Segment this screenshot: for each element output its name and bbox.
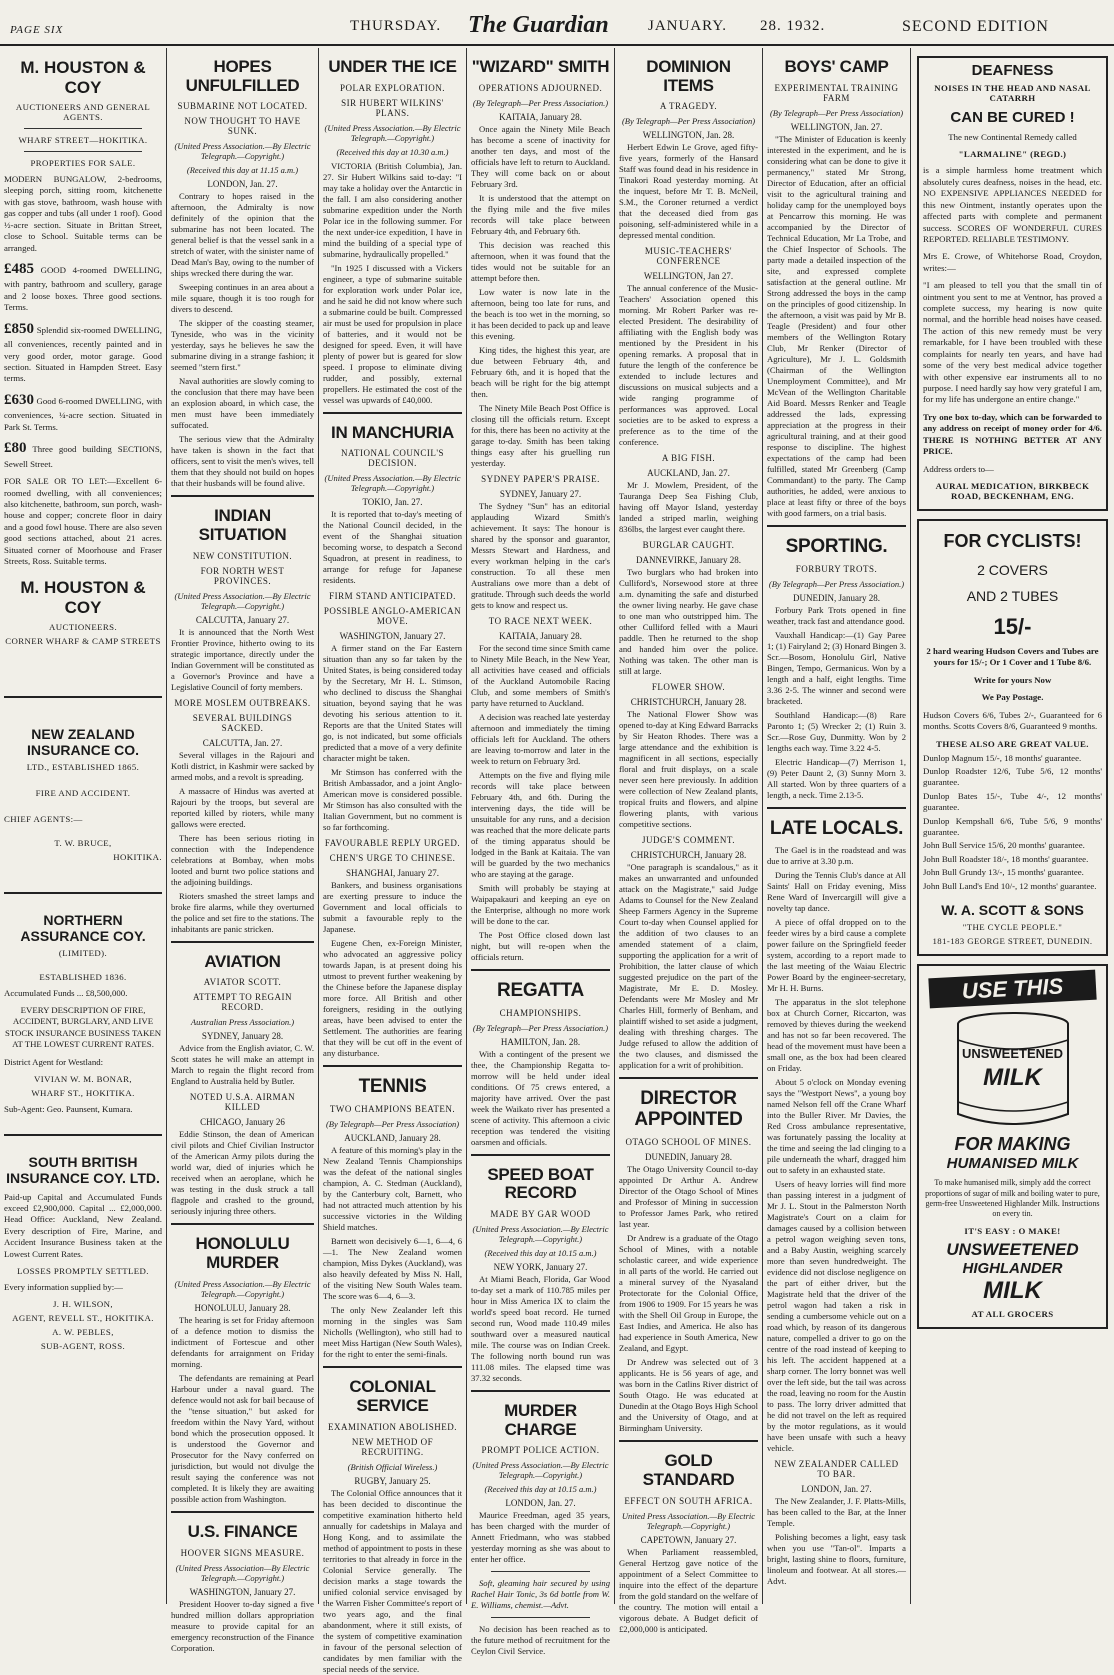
ad-line: VIVIAN W. M. BONAR, [33, 1074, 133, 1085]
article-subhead: SYDNEY PAPER'S PRAISE. [481, 473, 600, 484]
ad-listing: MODERN BUNGALOW, 2-bedrooms, sleeping porch, sitting room, kitchenette with gas stove, bathroom, wash house with gas copper and tubs (all under 1 roof). Good ½-acre section. Situate in Brittan Street, close to School. Suitable terms can be arranged. [4, 174, 162, 253]
article-paragraph: VICTORIA (British Columbia), Jan. 27. Sir Hubert Wilkins said to-day: "I may take a holiday over the Antarctic in the fall. I am also considering another submarine expedition under the North Polar ice in the following summer. For the next under-ice expedition, I have in mind the building of a special type of submarine, hydraulically propelled." [323, 160, 462, 259]
divider [171, 495, 314, 497]
ad-line: J. H. WILSON, [52, 1299, 114, 1310]
ad-line: CHIEF AGENTS:— [4, 813, 83, 824]
dateline: NEW YORK, January 27. [493, 1261, 588, 1272]
divider [323, 412, 462, 414]
dateline: TOKIO, Jan. 27. [362, 497, 423, 508]
article-subhead: EXAMINATION ABOLISHED. [328, 1421, 457, 1432]
wire-credit: (United Press Association.—By Electric Telegraph.—Copyright.) [174, 590, 311, 611]
article-paragraph: Barnett won decisively 6—1, 6—4, 6—1. The New Zealand women champion, Miss Dykes (Auckland), was also heavily defeated by Miss N. Hall, of the visiting New South Wales team. The score was 6—4, 6—3. [323, 1236, 462, 1302]
ad-text: Sub-Agent: Geo. Paunsent, Kumara. [4, 1104, 133, 1115]
wire-credit: United Press Association.—By Electric Telegraph.—Copyright.) [621, 1510, 756, 1531]
dateline: CHICAGO, January 26 [200, 1117, 285, 1128]
ad-headline: FOR MAKING [954, 1134, 1071, 1155]
dateline: AUCKLAND, Jan. 27. [647, 468, 730, 479]
ad-text: Mrs E. Crowe, of Whitehorse Road, Croydon, writes:— [923, 251, 1102, 273]
ad-text: is a simple harmless home treatment which absolutely cures deafness, noises in the head, etc. NO EXPENSIVE APPLIANCES NEEDED for this new Ointment, instantly operates upon the affected parts with complete and permanent success. SCORES OF WONDERFUL CURES REPORTED. RELIABLE TESTIMONY. [923, 165, 1102, 244]
article-paragraph: "The Minister of Education is keenly interested in the experiment, and he is considering what can be done to give it permanency," stated Mr Strong, Director of Education, after an official visit to the agricultural training and holiday camp for the unemployed boys at Pencarrow this morning. He was accompanied by the Director of Technical Education, Mr La Trobe, and the Chief Inspector of Schools. The party made a detailed inspection of the site, and expressed complete satisfaction at the general outline. Mr Strong addressed the boys in the camp on the principles of good citizenship. In the afternoon, a visit was paid by Mr B. Teagle (President) and four other members of the Wellington Rotary Club, Mr Renker (Director of Agriculture), Mr J. L. Goldsmith (Chairman of the Wellington Unemployment Committee), and Mr McVean of the Wellington Charitable Aid Board. Messrs Renker and Teagle addressed the lads, expressing appreciation at the progress in their agricultural training, and at their good response to discipline. The highest expectations of the camp had been fulfilled, stated Mr Greenberg (Camp Commandant) to the party. The Camp authorities, he added, were anxious to place at least fifty or three of the boys with good farmers, on a trial basis. [767, 133, 906, 518]
ad-line: LTD., ESTABLISHED 1865. [26, 761, 140, 772]
article-paragraph: A decision was reached late yesterday afternoon and immediately the timing officials left for Auckland. The others are leaving to-morrow and later in the week to return on February 3rd. [471, 711, 610, 766]
article-paragraph: A feature of this morning's play in the New Zealand Tennis Championships was the defeat of the national singles champion, A. C. Stedman (Auckland), by the Canterbury colt, Barnett, who had not attracted much attention by his successive victories in the Wilding Shield matches. [323, 1145, 462, 1233]
ad-text: Splendid six-roomed DWELLING, all conveniences, recently painted and in very good order, motor garage. Good section. Situated in Hampden Street. Easy terms. [4, 324, 163, 384]
page-number: PAGE SIX [10, 24, 64, 36]
article-subhead: POSSIBLE ANGLO-AMERICAN MOVE. [323, 606, 462, 627]
article-subhead: SUBMARINE NOT LOCATED. [177, 101, 308, 112]
article-subhead: MORE MOSLEM OUTBREAKS. [174, 697, 311, 708]
article-subhead: POLAR EXPLORATION. [339, 82, 445, 93]
article-subhead: MADE BY GAR WOOD [490, 1208, 591, 1219]
divider [4, 696, 162, 698]
ad-text: We Pay Postage. [981, 692, 1044, 703]
article-headline: COLONIAL SERVICE [349, 1377, 436, 1415]
column-7-advertisements [911, 48, 1114, 1604]
ad-text: EVERY DESCRIPTION OF FIRE, ACCIDENT, BURGLARY, AND LIVE STOCK INSURANCE BUSINESS TAKEN AT THE LOWEST CURRENT RATES. [4, 1004, 162, 1050]
article-paragraph: Maurice Freedman, aged 35 years, has been charged with the murder of Annett Friedmann, who was stabbed yesterday morning as she was about to enter her office. [471, 1510, 610, 1565]
ad-line: T. W. BRUCE, [54, 837, 112, 848]
brand-name: MILK [983, 1276, 1042, 1304]
wire-credit: (By Telegraph—Per Press Association) [325, 1119, 460, 1130]
article-paragraph: Naval authorities are slowly coming to the conclusion that there may have been an explosion aboard, in which case, the men must have been immediately suffocated. [171, 376, 314, 431]
ad-headline: HUMANISED MILK [946, 1155, 1079, 1173]
dateline: WELLINGTON, Jan. 28. [642, 130, 735, 141]
article-paragraph: Dr Andrew was selected out of 3 applicants. He is 56 years of age, and was born in the Catlins River district of South Otago. He was educated at Dunedin at the Otago Boys High School and the University of Otago, and at Birmingham University. [619, 1357, 758, 1434]
wire-credit: (By Telegraph—Per Press Association.) [768, 578, 905, 589]
deafness-advertisement [917, 56, 1108, 511]
ad-insurer-name: NORTHERN ASSURANCE COY. [20, 911, 146, 944]
divider [171, 941, 314, 943]
article-paragraph: Bankers, and business organisations are exerting pressure to induce the Government and local officials to submit a favourable reply to the Japanese. [323, 880, 462, 935]
article-paragraph: Eugene Chen, ex-Foreign Minister, who advocated an aggressive policy towards Japan, is at present doing his utmost to prevent further weakening by the Chinese before the Japanese display more force. All British and other foreigners, residing in the outlying areas, have been advised to enter the Settlement. The authorities are fearing that they will be cut off in the event of any disturbance. [323, 938, 462, 1059]
article-headline: GOLD STANDARD [642, 1451, 735, 1489]
article-paragraph: It is reported that to-day's meeting of the National Council decided, in the event of the Shanghai situation becoming worse, to despatch a Second Squadron, at present in readiness, to arrange for refuge for Japanese residents. [323, 509, 462, 586]
ad-text: District Agent for Westland: [4, 1056, 104, 1067]
ad-line: (LIMITED). [58, 947, 108, 958]
divider [491, 1571, 590, 1572]
article-subhead: BURGLAR CAUGHT. [642, 540, 735, 551]
article-paragraph: Sweeping continues in an area about a mile square, though it is too rough for divers to descend. [171, 282, 314, 315]
article-headline: INDIAN SITUATION [198, 506, 287, 545]
wire-credit: (By Telegraph—Per Press Association.) [472, 97, 609, 108]
article-subhead: JUDGE'S COMMENT. [642, 835, 735, 846]
ad-text: Write for yours Now [973, 674, 1052, 685]
article-subhead: NOTED U.S.A. AIRMAN KILLED [189, 1092, 296, 1113]
article-paragraph: "In 1925 I discussed with a Vickers engineer, a type of submarine suitable for exploration work under Polar ice, and he said he did not know where such a submarine could be built. Compressed air must be used for propulsion in place of batteries, and it would not be designed for speed. Even, it will have plenty of power but is geared for slow speed. I propose to eliminate diving rudder, and possibly, external propellers. He estimated the cost of the vessel was upwards of £40,000. [323, 262, 462, 405]
dateline: LONDON, Jan. 27. [801, 1484, 872, 1495]
ad-address: WHARF STREET—HOKITIKA. [18, 135, 148, 145]
article-subhead: TO RACE NEXT WEEK. [488, 615, 593, 626]
article-paragraph: Herbert Edwin Le Grove, aged fifty-five years, formerly of the Hansard Staff was found dead in his residence in Tinakori Road yesterday morning. At the inquest, before Mr T. B. McNeil, S.M., the Coroner returned a verdict that the deceased died from gas poisoning, self-administered while in a depressed mental condition. [619, 142, 758, 241]
ad-line: A. W. PEBLES, [52, 1327, 114, 1338]
article-subhead: NEW METHOD OF RECRUITING. [351, 1436, 434, 1457]
article-paragraph: Polishing becomes a light, easy task when you use "Tan-ol". Imparts a bright, lasting shine to floors, furniture, linoleum and footwear. At all stores.—Advt. [767, 1532, 906, 1587]
wire-credit: Australian Press Association.) [190, 1017, 295, 1028]
ad-text: Every information supplied by:— [4, 1282, 123, 1293]
ad-insurer-name: SOUTH BRITISH INSURANCE COY. LTD. [6, 1153, 160, 1186]
article-headline: MURDER CHARGE [504, 1400, 577, 1439]
ad-address: CORNER WHARF & CAMP STREETS [5, 635, 161, 646]
dateline: CAPETOWN, January 27. [640, 1534, 737, 1545]
brand-name: HIGHLANDER [962, 1259, 1063, 1277]
dateline: CHRISTCHURCH, January 28. [630, 697, 747, 708]
ad-price: 15/- [993, 613, 1032, 639]
article-paragraph: This decision was reached this afternoon, when it was found that the tides would not be suitable for an attempt before then. [471, 239, 610, 283]
article-paragraph: The National Flower Show was opened to-day at King Edward Barracks by Sir Heaton Rhodes. There was a large attendance and the exhibition is magnificent in all sections, especially floral and fruit displays, on a scale never seen here previously. In addition were collection of New Zealand plants, tropical fruits and flowers, and alpine flowering plants, with various competitive sections. [619, 709, 758, 830]
article-subhead: PROMPT POLICE ACTION. [481, 1445, 600, 1456]
dateline: WASHINGTON, January 27. [339, 631, 446, 642]
divider [24, 151, 142, 152]
ad-text: To make humanised milk, simply add the correct proportions of sugar of milk and boiling water to pure, germ-free Unsweetened Highlander Milk. Instructions on every tin. [925, 1178, 1100, 1219]
article-subhead: SEVERAL BUILDINGS SACKED. [192, 712, 293, 733]
dateline: SHANGHAI, January 27. [346, 868, 439, 879]
wire-credit: (United Press Association.—By Electric Telegraph.—Copyright.) [174, 141, 311, 162]
ad-headline: DEAFNESS [971, 62, 1054, 79]
article-paragraph: The Gael is in the roadstead and was due to arrive at 3.30 p.m. [767, 845, 906, 867]
dateline: DUNEDIN, January 28. [793, 592, 880, 603]
ad-line: AURAL MEDICATION, BIRKBECK ROAD, BECKENHAM, ENG. [935, 480, 1090, 501]
article-headline: BOYS' CAMP [784, 57, 889, 76]
article-headline: UNDER THE ICE [328, 57, 457, 76]
ad-line: "THE CYCLE PEOPLE." [962, 922, 1063, 933]
divider [471, 1154, 610, 1156]
article-headline: IN MANCHURIA [331, 422, 454, 442]
ad-text: "I am pleased to tell you that the small tin of ointment you sent to me at Ventnor, has proved a complete success, my hearing is now quite normal, and the horrible head noises have ceased. The action of this new remedy must be very remarkable, for I have been troubled with these complaints for nearly ten years, and have had some of the very best medical advice together with other expensive ear instruments all to no purpose. I need hardly say how very grateful I am, for my life has undergone an entire change." [923, 280, 1102, 405]
dateline: WELLINGTON, Jan. 27. [790, 121, 883, 132]
price-list-item: Dunlop Kempshall 6/6, Tube 5/6, 9 months' guarantee. [923, 815, 1102, 838]
ad-text: The new Continental Remedy called [948, 132, 1077, 142]
article-paragraph: Dr Andrew is a graduate of the Otago School of Mines, with a notable scholastic career, and wide experience in all parts of the world. He carried out a mineral survey of the Nyasaland Protectorate for the Colonial Office, from 1906 to 1909. For 15 years he was with the Shell Oil Group in Europe, the East Indies, and America. He also has had experience in South America, New Zealand, and Egypt. [619, 1233, 758, 1354]
ad-text: Hudson Covers 6/6, Tubes 2/-, Guaranteed for 6 months. Scotts Covers 8/6, Guaranteed 9 months. [923, 709, 1102, 732]
article-subhead: OPERATIONS ADJOURNED. [478, 82, 603, 93]
article-subhead: CHAMPIONSHIPS. [499, 1007, 582, 1018]
article-paragraph: King tides, the highest this year, are due between February 4th, and February 6th, and it is hoped that the beach will be right for the big attempt then. [471, 344, 610, 399]
wire-credit: (United Press Association.—By Electric Telegraph.—Copyright.) [472, 1223, 609, 1244]
article-subhead: NEW ZEALANDER CALLED TO BAR. [774, 1459, 899, 1480]
article-subhead: SIR HUBERT WILKINS' PLANS. [341, 97, 444, 118]
column-2-news [167, 48, 318, 1653]
ad-line: SUB-AGENT, ROSS. [40, 1341, 126, 1352]
dateline: LONDON, Jan. 27. [505, 1498, 576, 1509]
article-subhead: FAVOURABLE REPLY URGED. [324, 838, 461, 849]
article-paragraph: "One paragraph is scandalous," as it makes an unwarranted and unfounded attack on the Magistrate," said Judge Adams to Counsel for the New Zealand Sheep Farmers Agency in the Supreme Court to-day when Counsel applied for the addition of two clauses to an amended statement of a claim, supporting the application for a writ of Prohibition, the latter clause of which suggested prejudice on the part of the Magistrate, Mr E. D. Mosley. Defendants were Mr Mosley and Mr Charles Hill, formerly of Benham, and plaintiff wished to set aside a judgment, dealing with threshing charges. The Judge refused to allow the addition of the two clauses, and dismissed the application for a writ of prohibition. [619, 862, 758, 1071]
ad-line: AT ALL GROCERS [971, 1308, 1054, 1319]
article-paragraph: It is understood that the attempt on the flying mile and the five miles records will take place between February 4th, and February 6th. [471, 192, 610, 236]
ad-listing [4, 260, 162, 314]
article-subhead: FOR NORTH WEST PROVINCES. [200, 565, 285, 586]
ad-price: £630 [4, 391, 34, 408]
divider [619, 1077, 758, 1079]
wire-credit: (United Press Association.—By Electric Telegraph.—Copyright.) [472, 1460, 609, 1481]
dateline: DUNEDIN, January 28. [645, 1152, 732, 1163]
divider [471, 969, 610, 971]
ad-line: AGENT, REVELL ST., HOKITIKA. [12, 1313, 154, 1324]
ad-line: "LARMALINE" (REGD.) [958, 149, 1067, 160]
divider [171, 1511, 314, 1513]
ad-line: NOISES IN THE HEAD AND NASAL CATARRH [934, 83, 1091, 103]
article-subhead: FIRM STAND ANTICIPATED. [329, 591, 456, 602]
wire-credit: (United Press Association.—By Electric Telegraph.—Copyright.) [324, 473, 461, 494]
article-paragraph: A massacre of Hindus was averted at Rajouri by the troops, but several are reported killed by rioters, while many gallows were erected. [171, 785, 314, 829]
divider [767, 525, 906, 527]
article-headline: REGATTA [497, 979, 584, 1001]
divider [767, 807, 906, 809]
article-paragraph: There has been serious rioting in connection with the Independence celebrations at Bombay, when mobs looted and burnt two police stations and the adjoining buildings. [171, 832, 314, 887]
divider [171, 1223, 314, 1225]
article-paragraph: Mr J. Mowlem, President, of the Tauranga Deep Sea Fishing Club, having off Mayor Island, yesterday landed a striped marlin, weighing 836lbs, the largest ever caught there. [619, 480, 758, 535]
dateline: WASHINGTON, January 27. [189, 1586, 296, 1597]
article-paragraph: The skipper of the coasting steamer, Tyneside, who was in the vicinity yesterday, says he believes he saw the submarine diving in a strange fashion; it seemed "stern first." [171, 318, 314, 373]
article-subhead: A BIG FISH. [661, 453, 716, 464]
article-headline: AVIATION [204, 951, 281, 971]
article-paragraph: A firmer stand on the Far Eastern situation than any so far taken by the United States, is being considered today by the Secretary, Mr H. L. Stimson, who declined to discuss the Shanghai situation, beyond saying that he was devoting his serious attention to it. Reports are that the United States will go, is not indicated, but some officials predicted that a move of a very definite character might be taken. [323, 643, 462, 764]
price-list-item: John Bull Roadster 18/-, 18 months' guarantee. [923, 853, 1089, 864]
tyre-price-list [923, 753, 1102, 893]
masthead-date: 28. 1932. [760, 18, 826, 34]
article-headline: LATE LOCALS. [769, 817, 904, 839]
article-paragraph: Rioters smashed the street lamps and broke fire alarms, while they overturned the police and set fire to the stations. The inhabitants are panic stricken. [171, 890, 314, 934]
article-paragraph: The Otago University Council to-day appointed Dr Arthur A. Andrew Director of the Otago School of Mines and Professor of Mining in succession to Professor James Park, who retired last year. [619, 1164, 758, 1230]
column-4-news [467, 48, 614, 1657]
dateline: CHRISTCHURCH, January 28. [630, 850, 747, 861]
dateline: CALCUTTA, Jan. 27. [202, 737, 283, 748]
article-subhead: NOW THOUGHT TO HAVE SUNK. [184, 116, 301, 137]
divider [4, 892, 162, 894]
article-subhead: NEW CONSTITUTION. [192, 550, 293, 561]
wire-credit: (United Press Association.—By Electric Telegraph.—Copyright.) [324, 122, 461, 143]
masthead-day: THURSDAY. [350, 18, 442, 34]
wire-credit: (By Telegraph—Per Press Association) [769, 107, 904, 118]
divider [4, 1134, 162, 1136]
ad-line: 181-183 GEORGE STREET, DUNEDIN. [932, 936, 1093, 947]
dateline: SYDNEY, January 28. [201, 1031, 284, 1042]
ad-text: Accumulated Funds ... £8,500,000. [4, 987, 128, 998]
article-headline: U.S. FINANCE [187, 1521, 298, 1541]
article-headline: DOMINION ITEMS [646, 57, 731, 95]
article-subhead: TWO CHAMPIONS BEATEN. [329, 1104, 456, 1115]
dateline: CALCUTTA, January 27. [195, 614, 290, 625]
article-headline: HONOLULU MURDER [195, 1234, 290, 1273]
divider [491, 1617, 590, 1618]
article-paragraph: President Hoover to-day signed a five hundred million dollars appropriation measure to provide capital for an emergency reconstruction of the Finance Corporation. [171, 1598, 314, 1653]
dateline: DANNEVIRKE, January 28. [636, 555, 741, 566]
article-headline: DIRECTOR APPOINTED [634, 1088, 743, 1131]
cyclists-advertisement [917, 519, 1108, 956]
price-list-item: John Bull Grundy 13/-, 15 months' guarantee. [923, 867, 1084, 878]
divider [471, 1390, 610, 1392]
article-paragraph: A piece of offal dropped on to the feeder wires by a bird cause a complete power failure on the Springfield feeder system, according to a report made to the last meeting of the Waiau Electric Power Board by the engineer-secretary, Mr H. H. Burns. [767, 917, 906, 994]
article-paragraph: The apparatus in the slot telephone box at Church Corner, Riccarton, was removed by thieves during the weekend and has not so far been recovered. The head of the movement must have been a small one, as the box had been cleared on Friday. [767, 997, 906, 1074]
article-paragraph: Several villages in the Rajouri and Kotli district, in Kashmir were sacked by armed mobs, and a revolt is spreading. [171, 749, 314, 782]
article-paragraph: The Post Office closed down last night, but will re-open when the officials return. [471, 929, 610, 962]
article-paragraph: Forbury Park Trots opened in fine weather, track fast and attendance good. [767, 604, 906, 626]
article-paragraph: It is announced that the North West Frontier Province, hitherto owing to its strategic importance, directly under the Indian Government will be constituted as a Governor's Province and have a Legislative Council of forty members. [171, 626, 314, 692]
article-paragraph: Attempts on the five and flying mile records will take place between February 4th, and 6th. During the intervening days, the tide will be unsuitable for any runs, and a decision was reached that the more delicate parts of the timing apparatus should be lodged in the Bank at Kaitaia. The van will be guarded by the two mechanics who are staying at the garage. [471, 769, 610, 879]
dateline: KAITAIA, January 28. [499, 111, 582, 122]
received-note: (Received this day at 11.15 a.m.) [186, 165, 299, 176]
edition-label: SECOND EDITION [902, 18, 1049, 35]
ad-banner: USE THIS [928, 970, 1096, 1009]
ad-headline: CAN BE CURED ! [950, 109, 1075, 126]
article-subhead: OTAGO SCHOOL OF MINES. [625, 1137, 752, 1148]
ad-listing [4, 439, 162, 470]
ad-line: THESE ALSO ARE GREAT VALUE. [936, 738, 1089, 749]
article-paragraph: During the Tennis Club's dance at All Saints' Hall on Friday evening, Miss Rene Ward of Invercargill will give a novelty tap dance. [767, 870, 906, 914]
milk-advertisement [917, 964, 1108, 1329]
newspaper-title: The Guardian [468, 12, 609, 38]
ad-heading: PROPERTIES FOR SALE. [30, 158, 136, 168]
article-paragraph: Electric Handicap—(7) Merrison 1, (9) Peter Daunt 2, (3) Sunny Morn 3. All started. Won by three quarters of a length, a neck. Time 2.13-5. [767, 756, 906, 800]
article-headline: SPEED BOAT RECORD [487, 1164, 594, 1203]
article-subhead: ATTEMPT TO REGAIN RECORD. [192, 992, 292, 1013]
dateline: HONOLULU, January 28. [194, 1302, 291, 1313]
article-paragraph: The only New Zealander left this morning in the singles was Sam Nicholls (Wellington), who still had to meet Miss Hartigan (New South Wales), for the right to enter the semi-finals. [323, 1305, 463, 1360]
article-headline: SPORTING. [785, 535, 888, 557]
received-note: (Received this day at 10.15 a.m.) [484, 1247, 597, 1258]
article-paragraph: At Miami Beach, Florida, Gar Wood to-day set a mark of 110.785 miles per hour in Miss America IX to claim the world's speed boat record. He turned second run, Wood made 110.49 miles southward over a measured nautical mile. The course was on Indian Creek. The following north bound run was 111.08 miles. The elapsed time was 37.32 seconds. [471, 1273, 610, 1383]
article-paragraph: Users of heavy lorries will find more than passing interest in a judgment of Mr J. L. Stout in the Palmerston North Magistrate's Court on a claim for damages caused by a collision between a petrol wagon weighing seven tons, and a Baby Austin, weighing scarcely more than seven hundredweight. The evidence did not disclose negligence on the part of either driver, but the Magistrate held that the driver of the petrol wagon had taken a risk in sending a cumbersome vehicle out on a road which, by reason of its dangerous nature, compelled a driver to go on the centre of the road instead of keeping to his left. The accident happened at a sharp corner. The lorry bonnet was well over the left side, but the tail was across the road, leaving no room for the Austin to pass. The lorry driver admitted that he did not travel on the left as required by the motor regulations, as it would have been unsafe with such a heavy vehicle. [767, 1179, 906, 1454]
ad-text: 2 hard wearing Hudson Covers and Tubes are yours for 15/-; Or 1 Cover and 1 Tube 8/6. [926, 645, 1099, 668]
ad-firm-name: W. A. SCOTT & SONS [941, 902, 1084, 919]
article-paragraph: The New Zealander, J. F. Platts-Mills, has been called to the Bar, at the Inner Temple. [767, 1496, 906, 1529]
ad-line: ESTABLISHED 1836. [39, 971, 127, 982]
article-subhead: FLOWER SHOW. [651, 682, 726, 693]
ad-listing: FOR SALE OR TO LET:—Excellent 6-roomed dwelling, with all conveniences; also kitchenette, bathroom, sun porch, wash-house and copper; concrete floor in dairy and a good fowl house. There are also seven good sections attached, about 21 acres. Situated corner of Moorhouse and Fraser Streets, Ross. Suitable terms. [4, 476, 162, 567]
ad-text: Address orders to— [923, 463, 994, 474]
article-subhead: AVIATOR SCOTT. [203, 977, 282, 988]
article-paragraph: The Colonial Office announces that it has been decided to discontinue the competitive examination hitherto held annually for cadetships in Malaya and Hong Kong, and to assimilate the method of appointment to posts in these territories to that already in force in the Colonial Service generally. The decision marks a stage towards the unified colonial service envisaged by the Warren Fisher Committee's report of two years ago, and the final abandonment, where it still exists, of the system of competitive examination in favour of the personal selection of candidates by men familiar with the special needs of the service. [323, 1487, 462, 1674]
article-subhead: MUSIC-TEACHERS' CONFERENCE [644, 246, 733, 267]
ad-text: Three good building SECTIONS, Sewell Street. [4, 444, 162, 469]
article-paragraph: The hearing is set for Friday afternoon of a defence motion to dismiss the indictment of Fortescue and other defendants for arraignment on Friday morning. [171, 1314, 314, 1369]
column-1-classifieds [0, 48, 166, 1604]
tin-label: UNSWEETENED [961, 1046, 1064, 1062]
ad-price: £485 [4, 260, 34, 277]
ad-price: £80 [4, 440, 27, 457]
article-paragraph: Contrary to hopes raised in the afternoon, the Admiralty is now definitely of the opinion that the submarine has not been located. The general belief is that the vessel sank in a stretch of water, with the sinister name of Dead Man's Bay, owing to the number of ships wrecked there during the war. [171, 191, 314, 279]
wire-credit: (United Press Association.—By Electric Telegraph.—Copyright.) [174, 1278, 311, 1299]
tin-label: MILK [983, 1064, 1042, 1092]
article-paragraph: The Sydney "Sun" has an editorial applauding Wizard Smith's achievement. It says: The honour is shared by the sponsor and guarantor, Messrs Stewart and Hardness, and every workman helping in the car's construction. To all these men Australians owe more than a debt of gratitude. Through such deeds the world gets to know and respect us. [471, 500, 610, 610]
ad-line: WHARF ST., HOKITIKA. [31, 1088, 135, 1099]
ad-line: AND 2 TUBES [966, 587, 1059, 604]
article-paragraph: With a contingent of the present we thee, the Championship Regatta to-morrow will be held under ideal conditions. Of 75 crews entered, a majority have arrived. Over the past week the Waikato river has presented a scene of activity. This afternoon a civic reception was tendered the visiting oarsmen and officials. [471, 1048, 610, 1147]
price-list-item: John Bull Service 15/6, 20 months' guarantee. [923, 840, 1085, 851]
ad-price: £850 [4, 320, 34, 337]
ad-headline: FOR CYCLISTS! [943, 530, 1082, 551]
divider [619, 1440, 758, 1442]
dateline: HAMILTON, Jan. 28. [500, 1036, 581, 1047]
ad-line: AUCTIONEERS AND GENERAL AGENTS. [15, 102, 151, 122]
column-6-news [763, 48, 910, 1604]
article-paragraph: For the second time since Smith came to Ninety Mile Beach, in the New Year, all activities have ceased and officials of the Auckland Automobile Racing Club, and some members of Smith's party have returned to Auckland. [471, 642, 610, 708]
ad-line: FIRE AND ACCIDENT. [35, 787, 131, 798]
ad-text: Try one box to-day, which can be forwarded to any address on receipt of money order for 4/6. THERE IS NOTHING BETTER AT ANY PRICE. [923, 411, 1102, 457]
ad-text: GOOD 4-roomed DWELLING, with pantry, bathroom and scullery, garage and 2 loose boxes. Three good sections. Terms. [4, 264, 162, 313]
dateline: LONDON, Jan. 27. [207, 179, 278, 190]
advertisement-snippet: Soft, gleaming hair secured by using Rachel Hair Tonic, 3s 6d bottle from W. E. Williams, chemist.—Advt. [471, 1578, 610, 1611]
dateline: SYDNEY, January 27. [499, 488, 582, 499]
article-paragraph: Smith will probably be staying at Waipapakauri and keeping an eye on the Enterprise, although no more work will be done to the car. [471, 882, 610, 926]
milk-tin-illustration [938, 1010, 1088, 1130]
wire-credit: (By Telegraph—Per Press Association) [621, 116, 756, 127]
divider [323, 1065, 462, 1067]
article-subhead: FORBURY TROTS. [795, 563, 878, 574]
dateline: RUGBY, January 25. [354, 1475, 431, 1486]
article-subhead: HOOVER SIGNS MEASURE. [180, 1547, 305, 1558]
article-subhead: EXPERIMENTAL TRAINING FARM [774, 82, 899, 103]
price-list-item: Dunlop Bates 15/-, Tube 4/-, 12 months' guarantee. [923, 790, 1102, 813]
ad-line: LOSSES PROMPTLY SETTLED. [17, 1266, 149, 1277]
article-subhead: NATIONAL COUNCIL'S DECISION. [340, 448, 445, 469]
column-5-news [615, 48, 762, 1634]
received-note: (Received this day at 10.15 a.m.) [484, 1484, 597, 1495]
article-headline: "WIZARD" SMITH [471, 57, 610, 76]
ad-line: HOKITIKA. [113, 851, 162, 862]
ad-line: AUCTIONEERS. [48, 621, 118, 632]
article-paragraph: The Ninety Mile Beach Post Office is closing till the officials return. Except for this, there has been no activity at the garage to-day. Smith has been taking things easy after his gruelling run yesterday. [471, 402, 610, 468]
article-subhead: A TRAGEDY. [659, 101, 718, 112]
divider [323, 1366, 462, 1368]
ad-listing [4, 320, 162, 385]
dateline: WELLINGTON, Jan 27. [643, 271, 734, 282]
masthead-month: JANUARY. [648, 18, 727, 34]
article-paragraph: Low water is now late in the afternoon, being too late for runs, and the beach is too wet in the morning, so it has been decided to pack up and leave this evening. [471, 286, 610, 341]
article-paragraph: Vauxhall Handicap:—(1) Gay Paree 1; (1) Fairyland 2; (3) Honard Bingen 3. Scr.—Bosom, Honolulu Girl, Native Bingen, Tempo, Germanicus. Won by a length and a half, eight lengths. Time 3.36 2-5. The winner and second were bracketed. [767, 629, 906, 706]
received-note: (Received this day at 10.30 a.m.) [336, 146, 449, 157]
dateline: KAITAIA, January 28. [499, 630, 582, 641]
ad-insurer-name: NEW ZEALAND INSURANCE CO. [26, 725, 139, 758]
divider [24, 128, 142, 129]
ad-listing [4, 391, 162, 433]
article-paragraph: Once again the Ninety Mile Beach has become a scene of inactivity for another ten days, and most of the officials have left to return to Auckland. They will come back on or about February 3rd. [471, 123, 610, 189]
masthead [0, 0, 1114, 46]
article-paragraph: Eddie Stinson, the dean of American civil pilots and Chief Civilian Instructor of the American Army pilots during the world war, died of injuries which he received when an aeroplane, which he was testing in the dusk struck a tall flagpole and crashed to the ground, seriously injuring three others. [171, 1129, 314, 1217]
ad-text: Good 6-roomed DWELLING, with conveniences, ¼-acre section. Situated in Park St. Terms. [4, 395, 162, 432]
brand-name: UNSWEETENED [946, 1239, 1079, 1259]
article-subhead: EFFECT ON SOUTH AFRICA. [624, 1495, 753, 1506]
dateline: AUCKLAND, January 28. [344, 1133, 441, 1144]
article-paragraph: When Parliament reassembled, General Hertzog gave notice of the appointment of a Select Committee to inquire into the effect of the departure from the gold standard on the welfare of the country. The motion will entail a vigorous debate. A Budget deficit of £2,000,000 is anticipated. [619, 1546, 758, 1634]
ad-line: IT'S EASY : O MAKE! [964, 1225, 1061, 1236]
wire-credit: (British Official Wireless.) [347, 1461, 438, 1472]
column-3-news [319, 48, 466, 1674]
wire-credit: (United Press Association—By Electric Telegraph.—Copyright.) [175, 1562, 310, 1583]
article-paragraph: The defendants are remaining at Pearl Harbour under a naval guard. The defence would not ask for bail because of the "tense situation," but asked for freedom within the Navy Yard, without bond which the prosecution opposed. It is understood the Governor and Prosecutor for the Navy conferred on jurisdiction, but would not divulge the result saying the conference was not completed. It is likely they are awaiting possible action from Washington. [171, 1372, 314, 1504]
ad-firm-name: M. HOUSTON & COY [20, 58, 146, 97]
price-list-item: Dunlop Roadster 12/6, Tube 5/6, 12 months' guarantee. [923, 765, 1102, 788]
article-headline: TENNIS [358, 1076, 427, 1098]
article-headline: HOPES UNFULFILLED [185, 57, 300, 95]
article-paragraph: Mr Stimson has conferred with the British Ambassador, and a joint Anglo-American move is considered possible. Mr Stimson has also consulted with the Italian Government, but no comment is so far forthcoming. [323, 767, 462, 833]
ad-text: Paid-up Capital and Accumulated Funds exceed £2,900,000. Capital ... £2,000,000. Head Office: Auckland, New Zealand. Every description of Fire, Marine, and Accident Insurance Business taken at the Lowest Current Rates. [4, 1191, 162, 1259]
article-paragraph: Two burglars who had broken into Culliford's, Norsewood store at three a.m. dynamiting the safe and disturbed the owner living nearby. He gave chase to one man who outstripped him. The other Culliford felled with a Mauri paddle. Then he returned to the shop and handed him over the police. Nothing was taken. The other man is still at large. [619, 567, 758, 677]
article-subhead: CHEN'S URGE TO CHINESE. [329, 853, 456, 864]
article-paragraph: The annual conference of the Music-Teachers' Association opened this morning. Mr Robert Parker was re-elected President. The desirability of affiliating with the English body was mentioned by the President in his opening remarks. A proposal that in future the length of the conference be extended to include lectures and discussions on musical subjects and a wide ranging programme of performances was approved. Local societies are to be asked to express a preference as to the time of the conference. [619, 283, 758, 448]
article-paragraph: No decision has been reached as to the future method of recruitment for the Ceylon Civil Service. [471, 1624, 610, 1657]
article-paragraph: Southland Handicap:—(8) Rare Paronto 1; (5) Wrecker 2; (1) Ruin 3. Scr.—Rose Guy, Dunmitty. Won by 2 lengths each way. Time 3.22 4-5. [767, 709, 906, 753]
ad-firm-name: M. HOUSTON & COY [20, 577, 146, 617]
price-list-item: Dunlop Magnum 15/-, 18 months' guarantee. [923, 752, 1082, 763]
article-paragraph: About 5 o'clock on Monday evening says the "Westport News", a young boy named Nelson fell off the Crane Wharf into the Buller River. Mr Davies, the Red Cross ambulance representative, was fortunately passing the locality at the time and seeing the lad clinging to a pile underneath the wharf, dragged him out to safety in an exhausted state. [767, 1077, 906, 1176]
price-list-item: John Bull Land's End 10/-, 12 months' guarantee. [923, 880, 1097, 891]
wire-credit: (By Telegraph—Per Press Association.) [472, 1022, 609, 1033]
ad-line: 2 COVERS [977, 561, 1048, 578]
article-paragraph: The serious view that the Admiralty have taken is shown in the fact that officers, sent to visit the men's wives, tell them that they should not build on hopes that their husbands will be found alive. [171, 434, 314, 489]
article-paragraph: Advice from the English aviator, C. W. Scott states he will make an attempt in March to regain the flight record from England to Australia held by Butler. [171, 1043, 314, 1087]
